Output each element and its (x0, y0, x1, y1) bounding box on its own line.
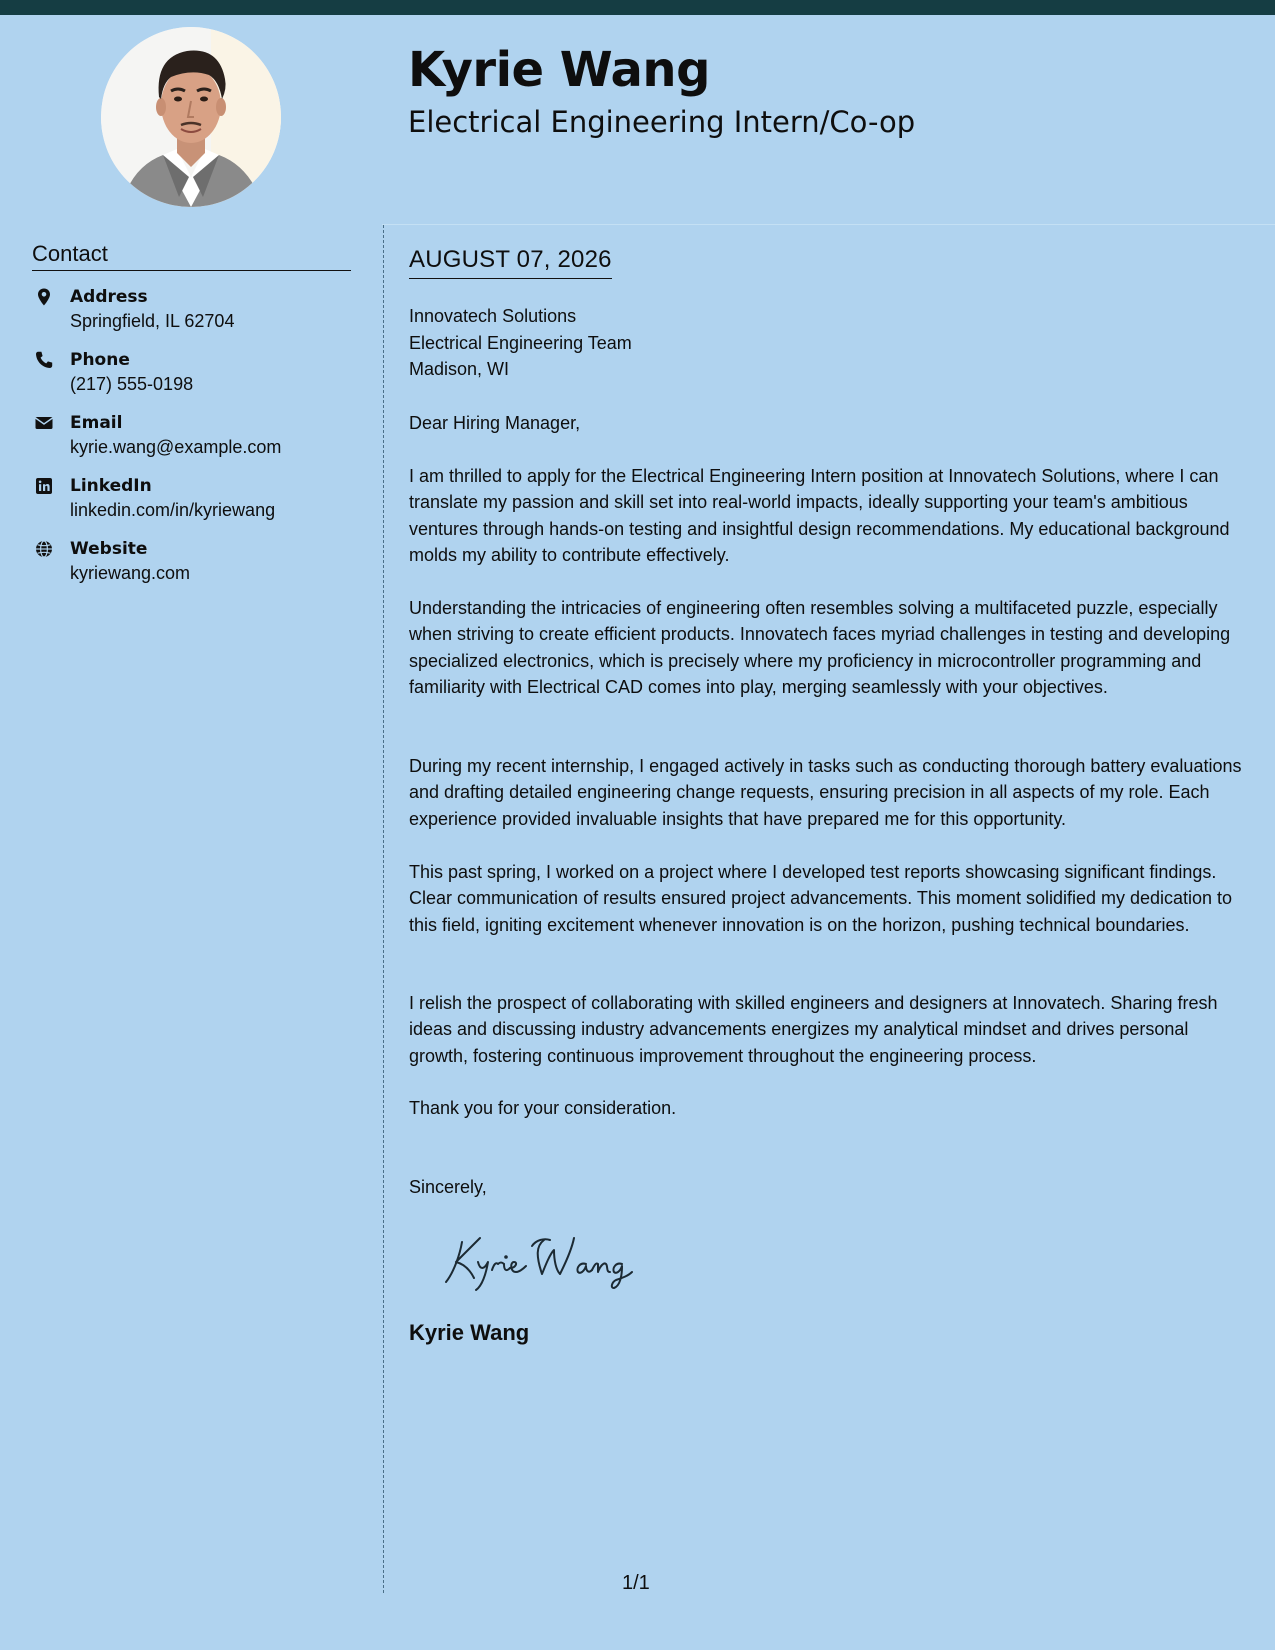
handwritten-signature (440, 1224, 650, 1294)
header-divider (382, 224, 1275, 225)
recipient-block (409, 303, 632, 383)
envelope-icon (34, 413, 54, 433)
paragraph-4: This past spring, I worked on a project where I developed test reports showcasing significant findings. Clear communication of results ensured project advancements. This moment solidified my dedication to this field, igniting excitement whenever innovation is on the horizon, pushing technical boundaries. (409, 862, 1233, 935)
recipient-location: Madison, WI (409, 359, 510, 379)
linkedin-icon (34, 476, 54, 496)
contact-item-linkedin (32, 474, 362, 537)
paragraph-3: During my recent internship, I engaged actively in tasks such as conducting thorough battery evaluations and drafting detailed engineering change requests, ensuring precision in all aspects of my role. Each experience provided invaluable insights that have prepared me for this opportunity. (409, 756, 1242, 829)
profile-photo (101, 27, 281, 207)
location-pin-icon (34, 287, 54, 307)
contact-value-linkedin[interactable]: linkedin.com/in/kyriewang (70, 500, 276, 520)
contact-value-address: Springfield, IL 62704 (70, 311, 235, 331)
contact-label-phone: Phone (70, 350, 130, 370)
top-accent-bar (0, 0, 1275, 15)
signer-name: Kyrie Wang (409, 1320, 530, 1345)
page-number: 1/1 (622, 1572, 650, 1594)
letter-date: AUGUST 07, 2026 (409, 244, 612, 279)
contact-list (32, 285, 362, 600)
contact-item-address (32, 285, 362, 348)
contact-value-email[interactable]: kyrie.wang@example.com (70, 437, 282, 457)
contact-label-website: Website (70, 539, 148, 559)
phone-icon (34, 350, 54, 370)
contact-label-email: Email (70, 413, 123, 433)
applicant-name: Kyrie Wang (408, 42, 710, 98)
globe-icon (34, 539, 54, 559)
paragraph-2: Understanding the intricacies of engineering often resembles solving a multifaceted puzzle, especially when striving to create efficient products. Innovatech faces myriad challenges in testing and developing specialized electronics, which is precisely where my proficiency in microcontroller programming and familiarity with Electrical CAD comes into play, merging seamlessly with your objectives. (409, 598, 1231, 698)
recipient-company: Innovatech Solutions (409, 306, 577, 326)
paragraph-6: Thank you for your consideration. (409, 1098, 677, 1118)
contact-item-website (32, 537, 362, 600)
closing: Sincerely, (409, 1177, 487, 1197)
person-photo-icon (101, 27, 281, 207)
contact-item-phone (32, 348, 362, 411)
paragraph-5: I relish the prospect of collaborating with skilled engineers and designers at Innovatech. Sharing fresh ideas and discussing industry advancements energizes my analytical mindset and drives personal growth, fostering continuous improvement throughout the engineering process. (409, 993, 1218, 1066)
contact-label-linkedin: LinkedIn (70, 476, 152, 496)
recipient-team: Electrical Engineering Team (409, 332, 632, 353)
contact-item-email (32, 411, 362, 474)
paragraph-1: I am thrilled to apply for the Electrical Engineering Intern position at Innovatech Solutions, where I can translate my passion and skill set into real-world impacts, ideally supporting your team's ambitious ventures through hands-on testing and insightful design recommendations. My educational background molds my ability to contribute effectively. (409, 466, 1230, 566)
contact-label-address: Address (70, 287, 148, 307)
contact-heading: Contact (32, 240, 351, 271)
contact-value-phone: (217) 555-0198 (70, 374, 194, 394)
job-title: Electrical Engineering Intern/Co-op (408, 105, 916, 139)
contact-value-website[interactable]: kyriewang.com (70, 563, 191, 583)
column-divider (383, 225, 384, 1593)
salutation: Dear Hiring Manager, (409, 413, 581, 433)
